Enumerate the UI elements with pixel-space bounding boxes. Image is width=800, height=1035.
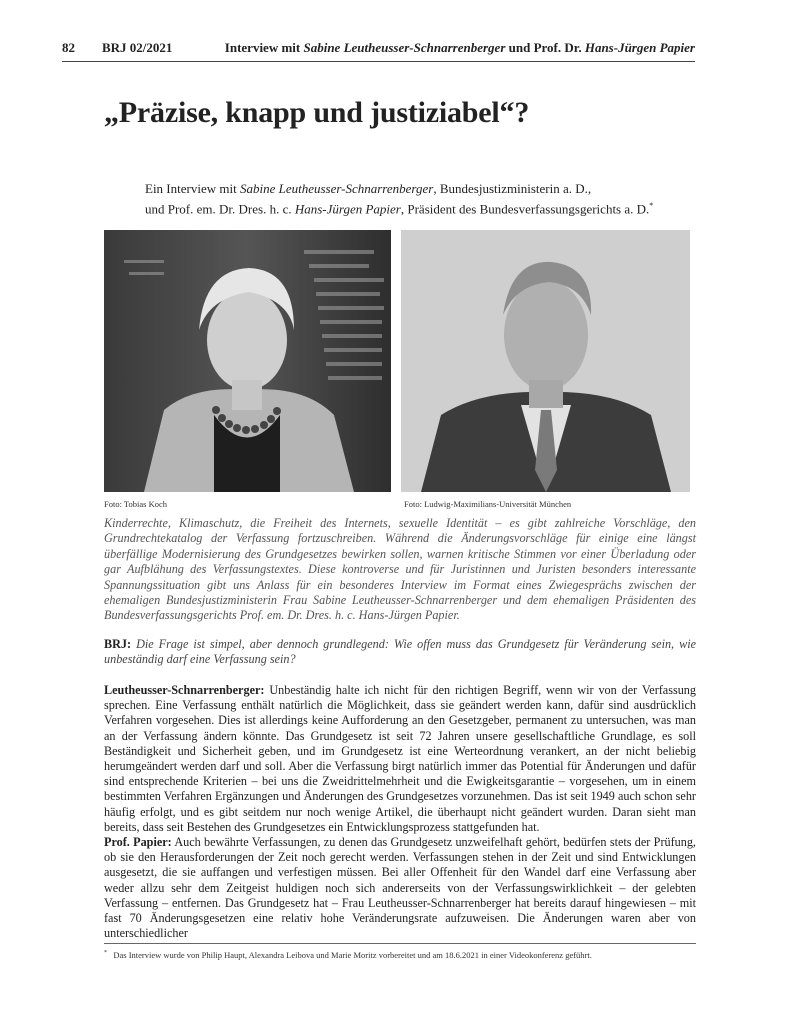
page-number: 82 [62, 40, 75, 55]
running-header [62, 40, 695, 58]
article-title: „Präzise, knapp und justiziabel“? [104, 96, 530, 129]
footnote [104, 950, 696, 960]
photo-caption-right: Foto: Ludwig-Maximilians-Universität München [404, 499, 572, 509]
answer-speaker: Leutheusser-Schnarrenberger: [104, 683, 265, 697]
answer-speaker: Prof. Papier: [104, 835, 172, 850]
photo-caption-left: Foto: Tobias Koch [104, 499, 167, 509]
journal-issue: BRJ 02/2021 [102, 40, 173, 55]
portrait-woman [104, 230, 391, 492]
intro-line-2: und Prof. em. Dr. Dres. h. c. Hans-Jürgen Papier, Präsident des Bundesverfassungsgerichts a. D.* [145, 201, 654, 217]
header-rule [62, 61, 695, 62]
footnote-marker: * [649, 201, 654, 210]
question-speaker: BRJ: [104, 637, 132, 651]
answer-paragraph [104, 835, 696, 941]
portrait-man [401, 230, 690, 492]
footnote-rule [104, 943, 696, 944]
interview-body [104, 683, 696, 941]
intro-line-1: Ein Interview mit Sabine Leutheusser-Schnarrenberger, Bundesjustizministerin a. D., [145, 181, 592, 196]
footnote-mark: * [104, 950, 107, 957]
answer-paragraph [104, 683, 696, 835]
photo-leutheusser-schnarrenberger [104, 230, 391, 492]
lead-paragraph: Kinderrechte, Klimaschutz, die Freiheit des Internets, sexuelle Identität – es gibt zahlreiche Vorschläge, den Grundrechtekatalog der Verfassung fortzuschreiben. Während die Änderungsvorschläge für einige eine längst überfällige Modernisierung des Grundgesetzes bewirken sollen, warnen kritische Stimmen vor einer Überladung oder gar Aufblähung des Verfassungstextes. Diese kontroverse und für Juristinnen und Juristen besonders interessante Spannungssituation gibt uns Anlass für ein besonderes Interview im Format eines Zwiegesprächs zwischen der ehemaligen Bundesjustizministerin Frau Sabine Leutheusser-Schnarrenberger und dem ehemaligen Präsidenten des Bundesverfassungsgerichts Prof. em. Dr. Dres. h. c. Hans-Jürgen Papier. [104, 516, 696, 623]
answer-text: Unbeständig halte ich nicht für den richtigen Begriff, wenn wir von der Verfassung sprechen. Eine Verfassung enthält natürlich die Möglichkeit, dass sie geändert werden kann, dafür sind ausdrücklich Verfahren vorgesehen. Dies ist allerdings keine Aufforderung an den Gesetzgeber, permanent zu untersuchen, was man an der Verfassung ändern könnte. Das Grundgesetz ist seit 72 Jahren unsere gesellschaftliche Grundlage, es soll Beständigkeit und Sicherheit geben, und im Grundgesetz ist eine Werteordnung verankert, an der nicht beliebig herumgeändert werden darf und soll. Aber die Verfassung birgt natürlich immer das Potential für Änderungen und dafür sind entsprechende Kriterien – bei uns die Zweidrittelmehrheit und die Ewigkeitsgarantie – vorgesehen, um in einem bestimmten Verfahren Ergänzungen und Änderungen des Grundgesetzes vorzunehmen. Das ist seit 1949 auch schon sehr häufig erfolgt, und es gibt seitdem nur noch wenige Artikel, die überhaupt nicht geändert wurden. Daran sieht man bereits, dass seit Bestehen des Grundgesetzes ein Entwicklungsprozess stattgefunden hat. [104, 683, 696, 834]
footnote-text: Das Interview wurde von Philip Haupt, Alexandra Leibova und Marie Moritz vorbereitet und am 18.6.2021 in einer Videokonferenz geführt. [113, 950, 592, 960]
answer-text: Auch bewährte Verfassungen, zu denen das Grundgesetz unzweifelhaft gehört, bedürfen stets der Prüfung, ob sie den Herausforderungen der Zeit noch gerecht werden. Verfassungen stehen in der Zeit und sind Entwicklungen ausgesetzt, die sie auffangen und verfestigen müssen. Bei aller Offenheit für den Wandel darf eine Verfassung aber weder allzu sehr dem Zeitgeist huldigen noch sich andererseits von der Verfassungswirklichkeit – der gelebten Verfassung – entfernen. Das Grundgesetz hat – Frau Leutheusser-Schnarrenberger hat bereits darauf hingewiesen – mit fast 70 Änderungsgesetzen eine relativ hohe Veränderungsrate aufzuweisen. Die Änderungen waren aber von unterschiedlicher [104, 835, 696, 941]
question-text: Die Frage ist simpel, aber dennoch grundlegend: Wie offen muss das Grundgesetz für Veränderung sein, wie unbeständig darf eine Verfassung sein? [104, 637, 696, 667]
interview-question [104, 637, 696, 668]
running-title: Interview mit Sabine Leutheusser-Schnarrenberger und Prof. Dr. Hans-Jürgen Papier [224, 40, 695, 55]
photo-papier [401, 230, 690, 492]
article-intro [145, 180, 705, 217]
